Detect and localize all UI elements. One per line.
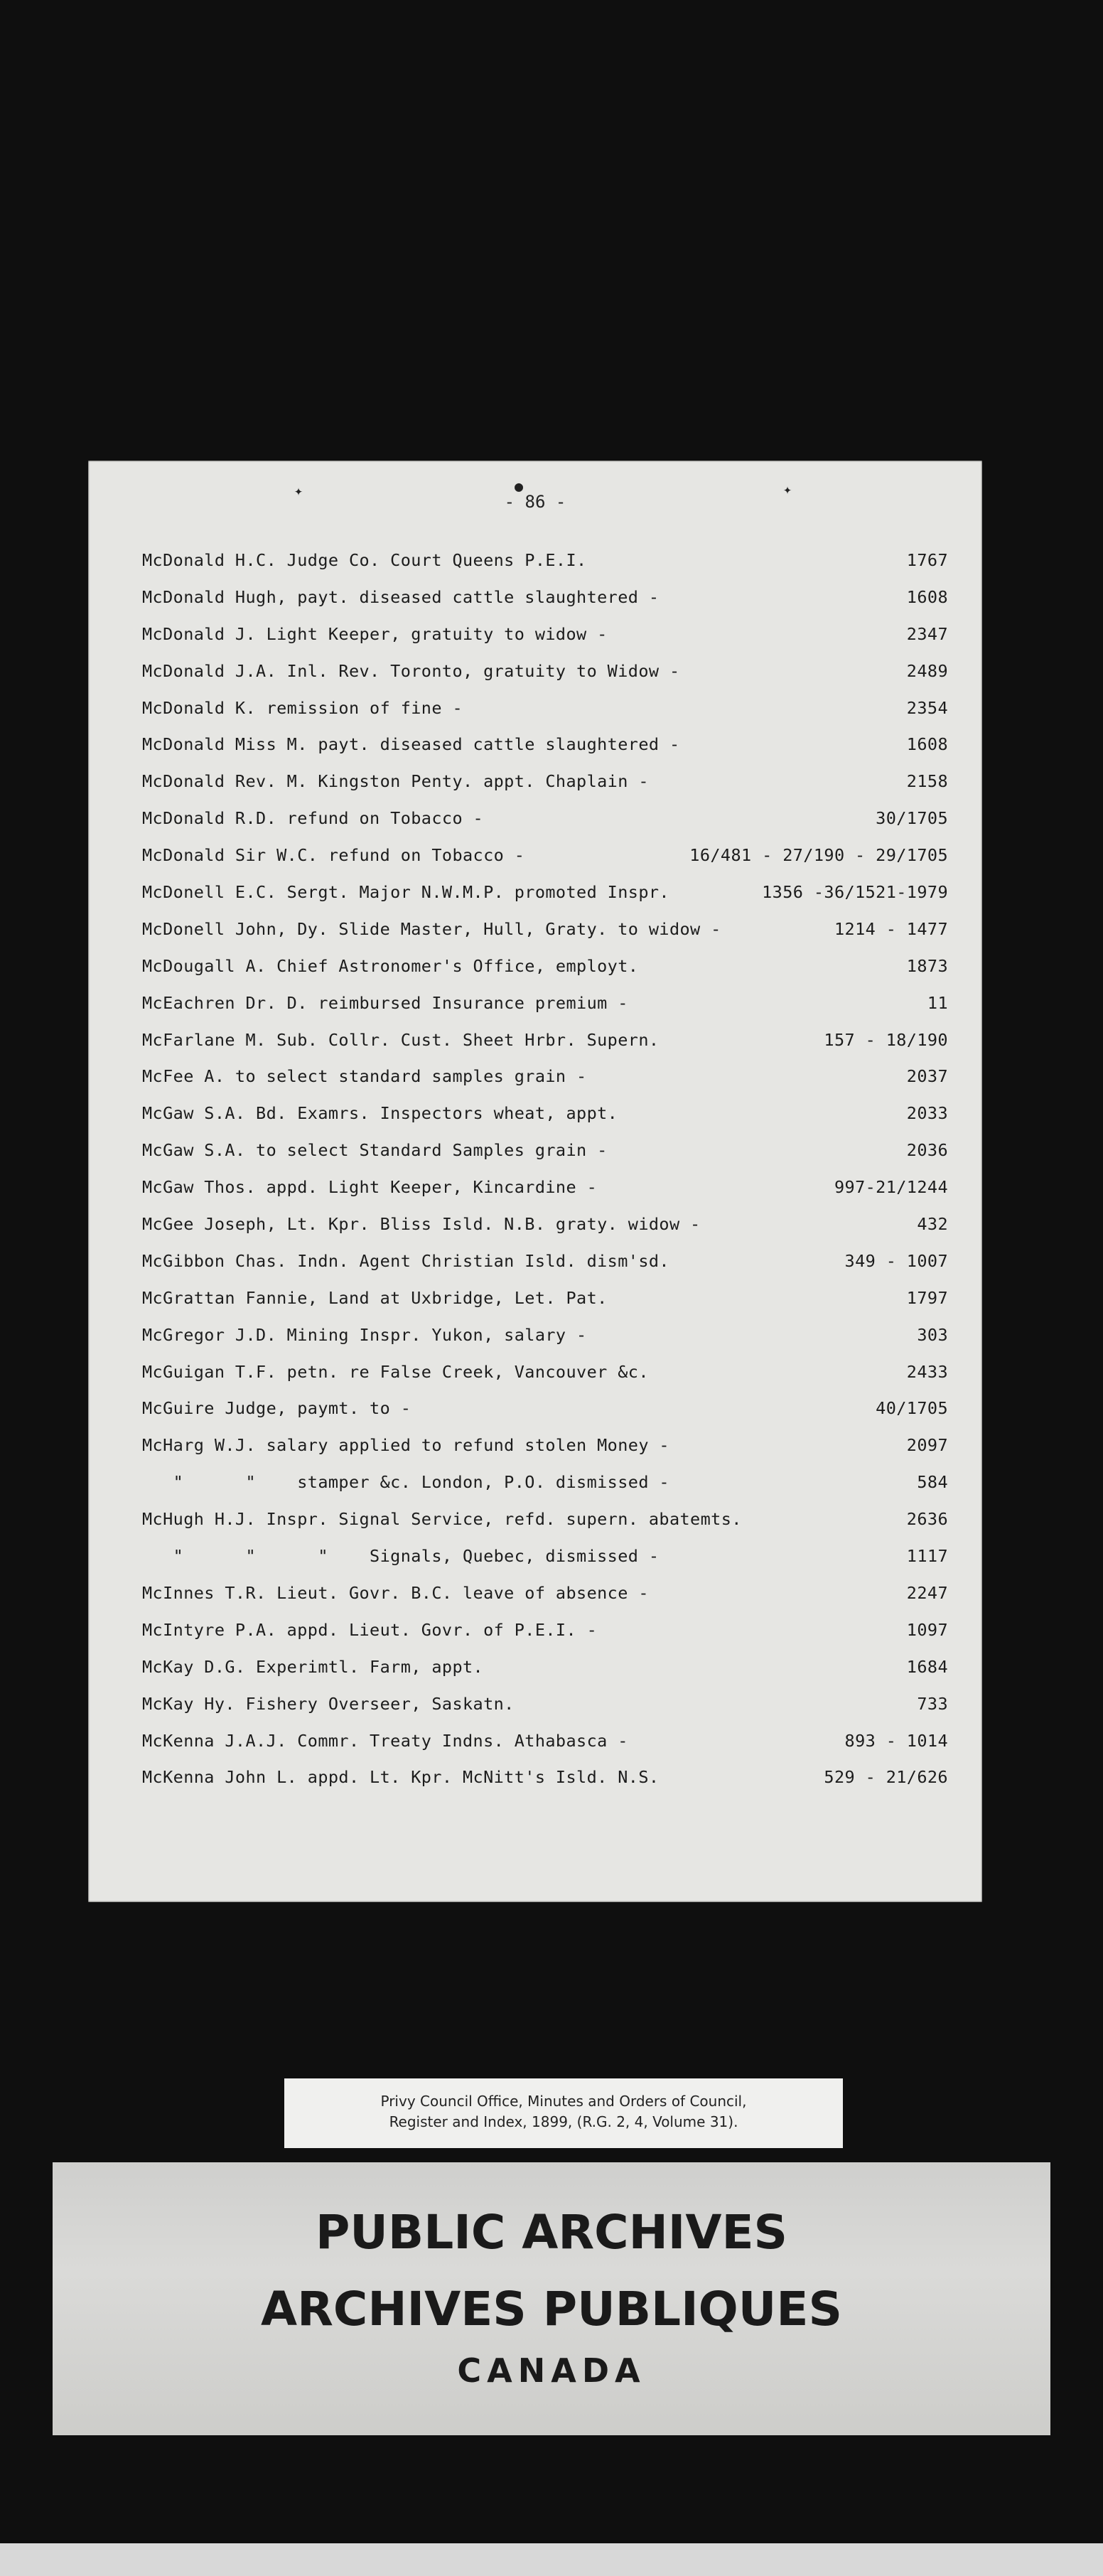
entry-reference: 529 - 21/626 [824,1767,948,1788]
index-entry [142,1509,948,1546]
banner-country: CANADA [457,2351,646,2390]
entry-reference: 1608 [906,734,948,755]
entry-text: McDonell John, Dy. Slide Master, Hull, Graty. to widow - [142,918,721,939]
index-entry [142,1620,948,1657]
caption-line: Privy Council Office, Minutes and Orders of Council, [380,2093,747,2110]
index-entry [142,845,948,882]
film-edge [0,2543,1103,2576]
entry-text: McGaw Thos. appd. Light Keeper, Kincardine - [142,1177,598,1198]
index-entry [142,1767,948,1804]
punch-mark: ✦ [783,481,792,498]
index-entry [142,698,948,735]
entry-text: McKay D.G. Experimtl. Farm, appt. [142,1656,484,1677]
index-entry [142,587,948,624]
entry-text: McGuire Judge, paymt. to - [142,1398,411,1419]
index-entry [142,624,948,661]
entry-text: McGaw S.A. Bd. Examrs. Inspectors wheat, appt. [142,1103,618,1124]
index-entry [142,734,948,771]
entry-text: McEachren Dr. D. reimbursed Insurance premium - [142,992,628,1013]
entry-reference: 16/481 - 27/190 - 29/1705 [689,845,948,866]
entry-reference: 997-21/1244 [834,1177,948,1198]
banner-title-fr: ARCHIVES PUBLIQUES [260,2282,842,2336]
index-entry [142,1472,948,1509]
index-entry [142,1030,948,1067]
entry-reference: 2354 [906,697,948,718]
entry-reference: 733 [917,1693,948,1714]
index-entry [142,1177,948,1214]
entry-reference: 1608 [906,586,948,607]
index-entries [142,550,948,1804]
entry-reference: 1767 [906,550,948,570]
punch-mark: ● [515,478,524,495]
entry-text: McHarg W.J. salary applied to refund stolen Money - [142,1435,669,1456]
entry-text: McDonald Sir W.C. refund on Tobacco - [142,845,525,866]
entry-reference: 2433 [906,1361,948,1382]
entry-reference: 1873 [906,955,948,976]
index-entry [142,919,948,956]
entry-text: " " stamper &c. London, P.O. dismissed - [142,1472,669,1493]
entry-text: McGaw S.A. to select Standard Samples grain - [142,1140,608,1161]
page-number: - 86 - [504,492,566,512]
entry-reference: 2489 [906,660,948,681]
entry-text: McGee Joseph, Lt. Kpr. Bliss Isld. N.B. graty. widow - [142,1214,701,1235]
entry-reference: 2636 [906,1509,948,1530]
index-entry [142,1325,948,1362]
entry-reference: 11 [927,992,948,1013]
index-entry [142,808,948,845]
entry-text: McGrattan Fannie, Land at Uxbridge, Let. Pat. [142,1287,608,1308]
entry-text: McKenna J.A.J. Commr. Treaty Indns. Athabasca - [142,1730,628,1751]
index-entry [142,1583,948,1620]
index-entry [142,1066,948,1103]
entry-reference: 584 [917,1472,948,1493]
entry-reference: 1797 [906,1287,948,1308]
index-entry [142,661,948,698]
entry-text: McDougall A. Chief Astronomer's Office, employt. [142,955,639,976]
entry-reference: 1097 [906,1619,948,1640]
entry-reference: 2158 [906,771,948,792]
entry-text: McDonald Hugh, payt. diseased cattle slaughtered - [142,586,660,607]
index-entry [142,956,948,993]
index-page [88,461,982,1902]
entry-reference: 2033 [906,1103,948,1124]
entry-text: McDonald R.D. refund on Tobacco - [142,808,484,829]
entry-reference: 40/1705 [876,1398,948,1419]
index-entry [142,993,948,1030]
entry-text: McHugh H.J. Inspr. Signal Service, refd. supern. abatemts. [142,1509,742,1530]
entry-text: McKay Hy. Fishery Overseer, Saskatn. [142,1693,515,1714]
index-entry [142,550,948,587]
index-entry [142,1694,948,1731]
entry-text: McFarlane M. Sub. Collr. Cust. Sheet Hrbr. Supern. [142,1029,660,1050]
entry-text: McDonald J. Light Keeper, gratuity to widow - [142,623,608,644]
entry-reference: 1214 - 1477 [834,918,948,939]
entry-reference: 1684 [906,1656,948,1677]
entry-reference: 2247 [906,1582,948,1603]
index-entry [142,1398,948,1435]
entry-reference: 1356 -36/1521-1979 [762,882,948,903]
entry-text: McInnes T.R. Lieut. Govr. B.C. leave of absence - [142,1582,649,1603]
index-entry [142,882,948,919]
entry-reference: 2037 [906,1066,948,1087]
index-entry [142,1214,948,1251]
index-entry [142,1731,948,1768]
index-entry [142,771,948,808]
caption-line: Register and Index, 1899, (R.G. 2, 4, Volume 31). [389,2113,738,2130]
index-entry [142,1251,948,1288]
entry-text: McDonell E.C. Sergt. Major N.W.M.P. promoted Inspr. [142,882,669,903]
entry-reference: 157 - 18/190 [824,1029,948,1050]
entry-text: McDonald Miss M. payt. diseased cattle slaughtered - [142,734,680,755]
entry-reference: 432 [917,1214,948,1235]
entry-reference: 1117 [906,1546,948,1567]
entry-reference: 2347 [906,623,948,644]
entry-text: McDonald K. remission of fine - [142,697,463,718]
index-entry [142,1546,948,1583]
entry-text: McKenna John L. appd. Lt. Kpr. McNitt's Isld. N.S. [142,1767,660,1788]
entry-reference: 2097 [906,1435,948,1456]
entry-reference: 349 - 1007 [844,1250,948,1271]
entry-text: McGregor J.D. Mining Inspr. Yukon, salary - [142,1324,587,1345]
index-entry [142,1140,948,1177]
punch-mark: ✦ [294,482,303,499]
entry-text: McFee A. to select standard samples grain - [142,1066,587,1087]
entry-text: McDonald Rev. M. Kingston Penty. appt. Chaplain - [142,771,649,792]
entry-text: McIntyre P.A. appd. Lieut. Govr. of P.E.I. - [142,1619,598,1640]
entry-text: McDonald H.C. Judge Co. Court Queens P.E.I. [142,550,587,570]
index-entry [142,1362,948,1399]
index-entry [142,1103,948,1140]
archive-caption [284,2078,843,2148]
entry-text: McDonald J.A. Inl. Rev. Toronto, gratuity to Widow - [142,660,680,681]
entry-reference: 303 [917,1324,948,1345]
entry-reference: 30/1705 [876,808,948,829]
index-entry [142,1657,948,1694]
entry-text: " " " Signals, Quebec, dismissed - [142,1546,660,1567]
entry-reference: 893 - 1014 [844,1730,948,1751]
index-entry [142,1288,948,1325]
archives-banner [53,2162,1050,2435]
entry-text: McGibbon Chas. Indn. Agent Christian Isld. dism'sd. [142,1250,669,1271]
index-entry [142,1435,948,1472]
entry-reference: 2036 [906,1140,948,1161]
banner-title-en: PUBLIC ARCHIVES [315,2205,788,2260]
entry-text: McGuigan T.F. petn. re False Creek, Vancouver &c. [142,1361,649,1382]
